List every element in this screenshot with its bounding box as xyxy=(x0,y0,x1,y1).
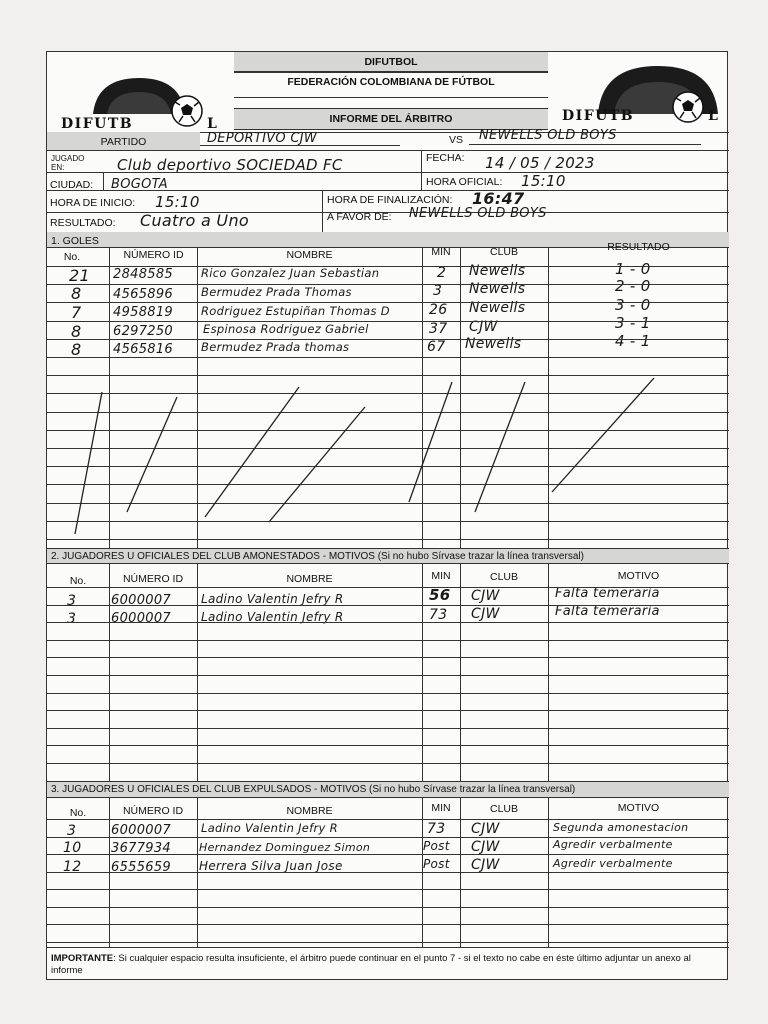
important-text: : Si cualquier espacio resulta insuficiente, el árbitro puede continuar en el punto 7 - si el texto no cabe en éste último adjuntar un anexo al informe xyxy=(51,953,691,976)
cautions-col-club: CLUB xyxy=(489,571,518,583)
goal-min: 2 xyxy=(437,265,447,281)
logo-right-text: DIFUTB xyxy=(562,108,635,124)
venue-value: Club deportivo SOCIEDAD FC xyxy=(117,156,343,174)
expulsion-name: Ladino Valentin Jefry R xyxy=(201,821,338,835)
away-team-value: NEWELLS OLD BOYS xyxy=(479,128,617,143)
expulsion-min: 73 xyxy=(427,821,446,837)
caution-no: 3 xyxy=(67,593,77,609)
caution-club: CJW xyxy=(471,606,500,622)
expulsion-no: 3 xyxy=(67,823,77,839)
goal-club: CJW xyxy=(469,319,498,335)
official-time-value: 15:10 xyxy=(521,172,566,190)
expulsions-col-club: CLUB xyxy=(489,803,518,815)
grid-row-line xyxy=(47,587,729,588)
hora-oficial-label: HORA OFICIAL: xyxy=(426,176,503,188)
grid-col-line xyxy=(422,798,423,947)
goal-no: 8 xyxy=(71,322,82,341)
report-title: INFORME DEL ÁRBITRO xyxy=(329,113,453,125)
grid-row-line xyxy=(47,284,729,285)
start-time-value: 15:10 xyxy=(155,193,200,211)
caution-min: 73 xyxy=(429,607,448,623)
logo-left-suffix: L xyxy=(207,116,219,132)
cautions-col-id: NÚMERO ID xyxy=(122,573,184,585)
goal-id: 4958819 xyxy=(113,305,173,320)
expulsion-min: Post xyxy=(423,839,450,853)
grid-row-line xyxy=(47,728,729,729)
goal-name: Bermudez Prada thomas xyxy=(201,340,350,354)
expulsion-motive: Segunda amonestacion xyxy=(553,821,689,834)
caution-id: 6000007 xyxy=(111,611,171,626)
goal-result: 2 - 0 xyxy=(615,277,651,295)
grid-row-line xyxy=(47,266,729,267)
difutbol-logo-left xyxy=(47,52,234,132)
winner-value: NEWELLS OLD BOYS xyxy=(409,206,547,221)
cautions-col-motive: MOTIVO xyxy=(617,570,660,582)
goal-club: Newells xyxy=(469,281,526,297)
goal-club: Newells xyxy=(469,263,526,279)
ciudad-label: CIUDAD: xyxy=(50,179,94,191)
grid-row-line xyxy=(47,321,729,322)
goal-name: Bermudez Prada Thomas xyxy=(201,285,352,299)
expulsion-no: 10 xyxy=(63,840,82,856)
caution-name: Ladino Valentin Jefry R xyxy=(201,592,344,606)
goal-club: Newells xyxy=(469,300,526,316)
expulsion-club: CJW xyxy=(471,857,500,873)
difutbol-logo-right xyxy=(548,52,729,132)
grid-col-line xyxy=(197,564,198,781)
fecha-label: FECHA: xyxy=(426,152,465,164)
goal-id: 4565896 xyxy=(113,287,173,302)
expulsion-id: 3677934 xyxy=(111,841,171,856)
goal-result: 3 - 0 xyxy=(615,296,651,314)
end-time-value: 16:47 xyxy=(472,189,525,208)
cautions-col-min: MIN xyxy=(431,570,451,582)
goal-min: 67 xyxy=(427,339,446,355)
expulsion-name: Hernandez Dominguez Simon xyxy=(199,841,371,854)
goal-id: 2848585 xyxy=(113,267,173,282)
goal-result: 1 - 0 xyxy=(615,260,651,278)
grid-row-line xyxy=(47,675,729,676)
caution-min: 56 xyxy=(429,586,451,604)
grid-col-line xyxy=(197,798,198,947)
goals-section-title: 1. GOLES xyxy=(51,235,99,247)
resultado-label: RESULTADO: xyxy=(50,217,116,229)
goals-col-result: RESULTADO xyxy=(607,241,670,253)
grid-col-line xyxy=(422,564,423,781)
expulsions-col-id: NÚMERO ID xyxy=(122,805,184,817)
caution-name: Ladino Valentin Jefry R xyxy=(201,610,344,624)
grid-row-line xyxy=(47,693,729,694)
hora-fin-label: HORA DE FINALIZACIÓN: xyxy=(327,194,453,206)
goal-min: 26 xyxy=(429,302,448,318)
cautions-col-name: NOMBRE xyxy=(286,573,333,585)
grid-row-line xyxy=(47,819,729,820)
caution-no: 3 xyxy=(67,611,77,627)
goals-col-no: No. xyxy=(63,251,81,263)
grid-row-line xyxy=(47,710,729,711)
grid-col-line xyxy=(109,564,110,781)
goals-col-min: MIN xyxy=(431,246,451,258)
grid-row-line xyxy=(47,942,729,943)
grid-row-line xyxy=(47,854,729,855)
federation-name: FEDERACIÓN COLOMBIANA DE FÚTBOL xyxy=(287,76,495,88)
goal-no: 7 xyxy=(71,303,82,322)
hora-inicio-label: HORA DE INICIO: xyxy=(50,197,136,209)
expulsions-col-no: No. xyxy=(69,807,87,819)
goal-name: Rico Gonzalez Juan Sebastian xyxy=(201,266,380,280)
expulsion-club: CJW xyxy=(471,839,500,855)
partido-label: PARTIDO xyxy=(100,136,147,148)
goals-strikethrough-lines xyxy=(47,372,729,552)
grid-row-line xyxy=(47,657,729,658)
goal-min: 37 xyxy=(429,321,448,337)
goal-result: 4 - 1 xyxy=(615,332,651,350)
expulsion-min: Post xyxy=(423,857,450,871)
grid-row-line xyxy=(47,745,729,746)
goal-no: 8 xyxy=(71,340,82,359)
caution-id: 6000007 xyxy=(111,593,171,608)
cautions-section-title: 2. JUGADORES U OFICIALES DEL CLUB AMONESTADOS - MOTIVOS (Si no hubo Sírvase trazar la línea transversal) xyxy=(51,551,584,562)
expulsion-club: CJW xyxy=(471,821,500,837)
expulsions-col-min: MIN xyxy=(431,802,451,814)
goals-col-name: NOMBRE xyxy=(286,249,333,261)
grid-row-line xyxy=(47,889,729,890)
caution-club: CJW xyxy=(471,588,500,604)
caution-motive: Falta temeraria xyxy=(555,604,660,619)
grid-col-line xyxy=(548,564,549,781)
expulsions-col-motive: MOTIVO xyxy=(617,802,660,814)
city-value: BOGOTA xyxy=(111,177,168,192)
goal-name: Espinosa Rodriguez Gabriel xyxy=(203,322,369,336)
grid-row-line xyxy=(47,763,729,764)
goal-result: 3 - 1 xyxy=(615,314,651,332)
expulsion-no: 12 xyxy=(63,859,82,875)
grid-row-line xyxy=(47,622,729,623)
goal-no: 21 xyxy=(69,266,90,285)
grid-row-line xyxy=(47,872,729,873)
expulsion-motive: Agredir verbalmente xyxy=(553,838,673,851)
grid-row-line xyxy=(47,924,729,925)
home-team-value: DEPORTIVO CJW xyxy=(207,131,318,146)
grid-col-line xyxy=(548,798,549,947)
goals-col-id: NÚMERO ID xyxy=(123,249,184,261)
caution-motive: Falta temeraria xyxy=(555,586,660,601)
expulsions-section-title: 3. JUGADORES U OFICIALES DEL CLUB EXPULSADOS - MOTIVOS (Si no hubo Sírvase trazar la línea transversal) xyxy=(51,784,576,795)
grid-col-line xyxy=(109,798,110,947)
goals-col-club: CLUB xyxy=(489,246,518,258)
grid-row-line xyxy=(47,640,729,641)
expulsions-col-name: NOMBRE xyxy=(286,805,333,817)
goal-club: Newells xyxy=(465,336,522,352)
grid-row-line xyxy=(47,357,729,358)
expulsion-motive: Agredir verbalmente xyxy=(553,857,673,870)
grid-row-line xyxy=(47,605,729,606)
referee-report-form xyxy=(46,51,728,980)
logo-left-text: DIFUTB xyxy=(61,116,134,132)
goal-id: 4565816 xyxy=(113,342,173,357)
jugado-label: JUGADO EN: xyxy=(51,154,85,172)
goal-id: 6297250 xyxy=(113,324,173,339)
cautions-col-no: No. xyxy=(69,575,87,587)
grid-col-line xyxy=(460,798,461,947)
goal-min: 3 xyxy=(433,283,443,299)
org-name: DIFUTBOL xyxy=(364,56,418,68)
goal-no: 8 xyxy=(71,284,82,303)
grid-row-line xyxy=(47,302,729,303)
grid-row-line xyxy=(47,339,729,340)
grid-col-line xyxy=(460,564,461,781)
important-label: IMPORTANTE xyxy=(51,953,114,964)
expulsion-id: 6555659 xyxy=(111,860,171,875)
important-note xyxy=(51,953,723,977)
logo-right-suffix: L xyxy=(708,108,720,124)
date-value: 14 / 05 / 2023 xyxy=(485,154,595,172)
vs-label: VS xyxy=(449,134,464,146)
goal-name: Rodriguez Estupiñan Thomas D xyxy=(201,304,390,318)
a-favor-label: A FAVOR DE: xyxy=(327,211,392,223)
grid-row-line xyxy=(47,907,729,908)
expulsion-name: Herrera Silva Juan Jose xyxy=(199,859,343,873)
expulsion-id: 6000007 xyxy=(111,823,171,838)
grid-row-line xyxy=(47,837,729,838)
result-value: Cuatro a Uno xyxy=(140,211,249,230)
